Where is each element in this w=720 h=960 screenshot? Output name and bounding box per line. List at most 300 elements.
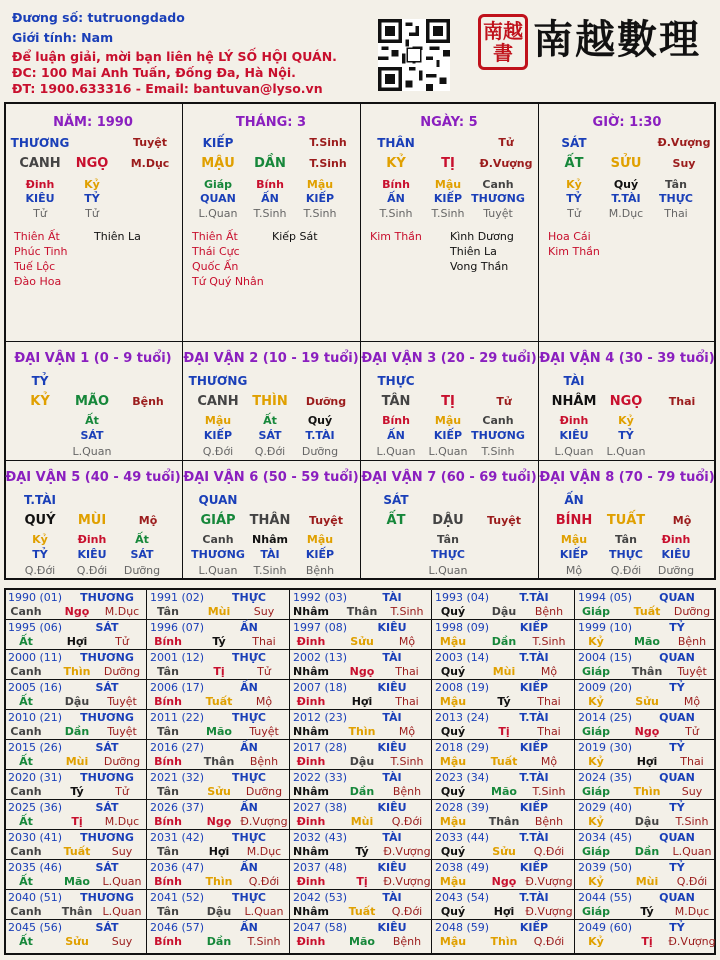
special-star: Thiên La [94, 230, 141, 243]
hidden-god: KIẾP [203, 429, 233, 442]
year-stem: Đinh [296, 695, 326, 708]
year-phase: L.Quan [102, 905, 142, 918]
special-star: Đào Hoa [14, 275, 62, 288]
year-phase: Đ.Vượng [383, 845, 431, 858]
earthly-branch: TUẤT [606, 513, 646, 528]
hidden-stem: Bính [382, 178, 410, 191]
year-cell [431, 889, 573, 919]
year-branch: Hợi [493, 905, 515, 918]
year-god: TỶ [669, 741, 685, 754]
year-god: TỶ [669, 861, 685, 874]
hidden-god: T.TÀI [305, 429, 335, 442]
year-phase: Q.Đới [533, 845, 565, 858]
year-god: KIẾP [519, 621, 549, 634]
seal-icon: 南越書 [478, 14, 528, 70]
year-god: QUAN [659, 891, 695, 904]
year-cell [431, 829, 573, 859]
year-stem: Giáp [581, 725, 611, 738]
year-phase: Bệnh [534, 815, 564, 828]
year-cell [146, 919, 288, 949]
year-phase: Mộ [398, 725, 416, 738]
year-phase: Dưỡng [245, 785, 283, 798]
hidden-phase: Dưỡng [301, 445, 339, 458]
year-branch: Tý [640, 905, 654, 918]
hidden-god: ẤN [261, 192, 279, 205]
year-branch: Dần [634, 845, 660, 858]
dai-van-title: ĐẠI VẬN 8 (70 - 79 tuổi) [539, 470, 715, 485]
year-phase: Thai [395, 695, 419, 708]
year-label: 1994 (05) [578, 591, 633, 604]
hidden-god: ẤN [387, 429, 405, 442]
pillar-2 [360, 104, 538, 340]
year-branch: Thân [346, 605, 378, 618]
stem-god: KIẾP [202, 136, 234, 150]
hidden-god: TỶ [32, 548, 48, 561]
year-branch: Dậu [349, 755, 375, 768]
year-cell [4, 769, 146, 799]
year-phase: Đ.Vượng [525, 875, 573, 888]
year-stem: Bính [154, 695, 182, 708]
year-branch: Tuất [63, 845, 91, 858]
year-label: 2010 (21) [8, 711, 63, 724]
hidden-god: QUAN [200, 192, 236, 205]
hidden-phase: T.Sinh [303, 207, 337, 220]
special-star: Thiên Ất [14, 230, 60, 243]
year-cell [431, 649, 573, 679]
year-stem: Kỷ [588, 695, 604, 708]
year-god: SÁT [95, 921, 119, 934]
year-stem: Ất [19, 635, 33, 648]
hidden-god: KIẾP [433, 429, 463, 442]
branch-phase: Bệnh [132, 395, 164, 408]
year-label: 2013 (24) [435, 711, 490, 724]
year-god: ẤN [240, 681, 258, 694]
year-stem: Canh [10, 665, 42, 678]
heavenly-stem: MẬU [201, 156, 235, 171]
year-phase: T.Sinh [390, 755, 424, 768]
year-label: 2035 (46) [8, 861, 63, 874]
year-stem: Mậu [439, 755, 467, 768]
earthly-branch: THÂN [249, 513, 291, 528]
hidden-god: KIẾP [559, 548, 589, 561]
pillar-title: GIỜ: 1:30 [592, 115, 662, 130]
hidden-phase: L.Quan [428, 445, 468, 458]
hidden-phase: T.Sinh [481, 445, 515, 458]
year-god: KIẾP [519, 861, 549, 874]
year-phase: T.Sinh [390, 605, 424, 618]
hidden-god: T.TÀI [611, 192, 641, 205]
qr-code-icon [378, 19, 450, 91]
year-cell [4, 649, 146, 679]
year-cell [146, 709, 288, 739]
year-stem: Giáp [581, 845, 611, 858]
year-label: 2008 (19) [435, 681, 490, 694]
year-branch: Ngọ [634, 725, 660, 738]
heavenly-stem: KỶ [386, 156, 406, 171]
year-label: 2039 (50) [578, 861, 633, 874]
branch-phase: Tuyệt [308, 514, 344, 527]
year-god: SÁT [95, 621, 119, 634]
year-cell [574, 769, 716, 799]
year-god: THƯƠNG [80, 711, 134, 724]
year-phase: Q.Đới [248, 875, 280, 888]
year-branch: Dần [491, 635, 517, 648]
hidden-god: KIÊU [77, 548, 107, 561]
hidden-god: KIẾP [305, 548, 335, 561]
year-stem: Kỷ [588, 875, 604, 888]
year-branch: Mão [349, 935, 375, 948]
year-cell [574, 889, 716, 919]
year-label: 2022 (33) [293, 771, 348, 784]
pillar-3 [538, 104, 716, 340]
hidden-god: THỰC [431, 548, 465, 561]
year-phase: M.Dục [104, 815, 140, 828]
hidden-god: THƯƠNG [191, 548, 245, 561]
year-stem: Mậu [439, 635, 467, 648]
year-label: 2018 (29) [435, 741, 490, 754]
year-label: 2006 (17) [150, 681, 205, 694]
earthly-branch: MÃO [74, 394, 110, 409]
year-stem: Tân [157, 785, 179, 798]
year-god: ẤN [240, 621, 258, 634]
year-phase: Q.Đới [391, 815, 423, 828]
year-label: 2016 (27) [150, 741, 205, 754]
year-branch: Hợi [636, 755, 658, 768]
heavenly-stem: CANH [197, 394, 239, 409]
year-cell [289, 769, 431, 799]
year-cell [574, 589, 716, 619]
hidden-phase: Q.Đới [202, 445, 234, 458]
dai-van-8 [538, 462, 716, 579]
year-branch: Mão [206, 725, 232, 738]
hidden-phase: L.Quan [554, 445, 594, 458]
pillar-title: NGÀY: 5 [420, 115, 478, 130]
year-label: 1993 (04) [435, 591, 490, 604]
year-cell [146, 889, 288, 919]
year-god: SÁT [95, 741, 119, 754]
year-stem: Tân [157, 725, 179, 738]
pillar-1 [182, 104, 360, 340]
branch-phase: Suy [672, 157, 696, 170]
year-branch: Mão [64, 875, 90, 888]
year-branch: Mùi [207, 605, 231, 618]
year-label: 2026 (37) [150, 801, 205, 814]
heavenly-stem: CANH [19, 156, 61, 171]
year-branch: Thân [631, 665, 663, 678]
year-label: 2048 (59) [435, 921, 490, 934]
year-label: 2023 (34) [435, 771, 490, 784]
year-branch: Tị [71, 815, 83, 828]
year-cell [289, 679, 431, 709]
hidden-stem: Quý [307, 414, 333, 427]
year-cell [431, 769, 573, 799]
year-phase: Tử [115, 785, 129, 798]
year-label: 2031 (42) [150, 831, 205, 844]
earthly-branch: MÙI [77, 513, 107, 528]
year-phase: Đ.Vượng [383, 875, 431, 888]
year-cell [431, 859, 573, 889]
year-stem: Đinh [296, 935, 326, 948]
year-phase: T.Sinh [247, 935, 281, 948]
year-branch: Tị [498, 725, 510, 738]
dai-van-title: ĐẠI VẬN 4 (30 - 39 tuổi) [539, 351, 715, 366]
year-stem: Nhâm [293, 905, 329, 918]
earthly-branch: THÌN [252, 394, 288, 409]
heavenly-stem: ẤT [564, 156, 584, 171]
stem-god: TỶ [31, 374, 49, 388]
hidden-phase: L.Quan [606, 445, 646, 458]
year-label: 1991 (02) [150, 591, 205, 604]
year-stem: Ất [19, 935, 33, 948]
stem-god: THÂN [377, 136, 415, 150]
hidden-phase: Q.Đới [24, 564, 56, 577]
hidden-god: SÁT [80, 429, 104, 442]
year-branch: Mão [634, 635, 660, 648]
year-god: KIẾP [519, 681, 549, 694]
pillar-title: THÁNG: 3 [235, 115, 307, 130]
year-stem: Tân [157, 845, 179, 858]
year-phase: Suy [253, 605, 275, 618]
hidden-stem: Bính [382, 414, 410, 427]
dai-van-4 [538, 343, 716, 460]
year-label: 2042 (53) [293, 891, 348, 904]
year-branch: Thân [61, 905, 93, 918]
year-stem: Nhâm [293, 665, 329, 678]
heavenly-stem: BÍNH [555, 513, 593, 528]
year-god: T.TÀI [519, 831, 549, 844]
year-stem: Mậu [439, 875, 467, 888]
hidden-stem: Ất [263, 414, 277, 427]
year-branch: Sửu [635, 695, 659, 708]
special-star: Thiên La [450, 245, 497, 258]
hidden-phase: Tuyệt [483, 207, 513, 220]
year-god: THƯƠNG [80, 891, 134, 904]
year-cell [289, 739, 431, 769]
year-label: 2004 (15) [578, 651, 633, 664]
branch-phase: Tử [496, 395, 512, 408]
stem-god: THỰC [377, 374, 415, 388]
year-phase: Q.Đới [676, 875, 708, 888]
year-label: 2002 (13) [293, 651, 348, 664]
year-cell [289, 619, 431, 649]
earthly-branch: DẬU [432, 513, 464, 528]
year-branch: Mão [491, 785, 517, 798]
year-god: TÀI [382, 771, 402, 784]
year-phase: Suy [111, 845, 133, 858]
pillar-title: NĂM: 1990 [53, 115, 133, 130]
hidden-stem: Bính [256, 178, 284, 191]
hidden-phase: M.Dục [608, 207, 644, 220]
year-cell [574, 709, 716, 739]
year-branch: Thân [203, 755, 235, 768]
logo: 南越數理 [533, 16, 701, 63]
year-god: THỰC [232, 651, 266, 664]
year-stem: Đinh [296, 875, 326, 888]
earthly-branch: SỬU [610, 156, 642, 171]
year-phase: Tuyệt [249, 725, 279, 738]
year-stem: Quý [440, 665, 466, 678]
year-stem: Ất [19, 695, 33, 708]
year-cell [289, 649, 431, 679]
branch-phase: Tuyệt [486, 514, 522, 527]
year-god: KIẾP [519, 801, 549, 814]
year-phase: Mộ [540, 755, 558, 768]
hidden-phase: T.Sinh [431, 207, 465, 220]
year-label: 1995 (06) [8, 621, 63, 634]
hidden-god: ẤN [387, 192, 405, 205]
year-branch: Tị [356, 875, 368, 888]
year-branch: Tý [497, 695, 511, 708]
hidden-phase: Tử [85, 207, 99, 220]
year-branch: Dần [206, 935, 232, 948]
year-label: 1998 (09) [435, 621, 490, 634]
year-god: KIÊU [377, 801, 407, 814]
dai-van-title: ĐẠI VẬN 3 (20 - 29 tuổi) [361, 351, 537, 366]
year-branch: Dậu [64, 695, 90, 708]
year-phase: Tuyệt [677, 665, 707, 678]
year-branch: Dần [349, 785, 375, 798]
year-branch: Thìn [348, 725, 376, 738]
special-star: Tứ Quý Nhân [192, 275, 264, 288]
year-label: 2000 (11) [8, 651, 63, 664]
hidden-stem: Đinh [559, 414, 589, 427]
year-phase: Thai [537, 695, 561, 708]
hidden-stem: Mậu [306, 533, 334, 546]
year-phase: Mộ [255, 695, 273, 708]
year-stem: Canh [10, 905, 42, 918]
hidden-god: SÁT [258, 429, 282, 442]
year-label: 2038 (49) [435, 861, 490, 874]
year-stem: Canh [10, 725, 42, 738]
year-cell [574, 619, 716, 649]
year-phase: Tử [115, 635, 129, 648]
year-stem: Đinh [296, 815, 326, 828]
stem-god: T.TÀI [24, 493, 56, 507]
year-phase: Dưỡng [103, 665, 141, 678]
dai-van-1 [4, 343, 182, 460]
year-god: T.TÀI [519, 891, 549, 904]
year-phase: Dưỡng [673, 605, 711, 618]
year-label: 2015 (26) [8, 741, 63, 754]
year-god: TÀI [382, 591, 402, 604]
year-cell [146, 739, 288, 769]
year-cell [289, 829, 431, 859]
year-god: TÀI [382, 891, 402, 904]
special-star: Kim Thần [548, 245, 600, 258]
dai-van-title: ĐẠI VẬN 5 (40 - 49 tuổi) [5, 470, 181, 485]
year-phase: Đ.Vượng [668, 935, 716, 948]
hidden-stem: Đinh [77, 533, 107, 546]
hidden-phase: Q.Đới [610, 564, 642, 577]
year-phase: M.Dục [104, 605, 140, 618]
special-star: Phúc Tinh [14, 245, 68, 258]
hidden-stem: Nhâm [252, 533, 288, 546]
year-branch: Dậu [206, 905, 232, 918]
hidden-god: KIÊU [559, 429, 589, 442]
year-cell [431, 679, 573, 709]
year-label: 2047 (58) [293, 921, 348, 934]
year-god: THỰC [232, 891, 266, 904]
year-phase: L.Quan [102, 875, 142, 888]
year-cell [431, 619, 573, 649]
year-stem: Nhâm [293, 605, 329, 618]
hidden-phase: Thai [664, 207, 688, 220]
header [0, 0, 720, 100]
year-phase: Bệnh [249, 755, 279, 768]
year-branch: Tuất [205, 695, 233, 708]
heavenly-stem: TÂN [381, 394, 411, 409]
year-god: QUAN [659, 831, 695, 844]
year-cell [146, 649, 288, 679]
branch-phase: Mộ [138, 514, 158, 527]
hidden-god: KIẾP [305, 192, 335, 205]
earthly-branch: TỊ [441, 394, 455, 409]
hidden-phase: Dưỡng [657, 564, 695, 577]
year-phase: L.Quan [244, 905, 284, 918]
year-phase: Tuyệt [107, 695, 137, 708]
year-branch: Thìn [633, 785, 661, 798]
year-branch: Tý [212, 635, 226, 648]
hidden-stem: Kỷ [566, 178, 582, 191]
year-cell [4, 919, 146, 949]
year-stem: Giáp [581, 785, 611, 798]
hidden-god: TỶ [566, 192, 582, 205]
year-god: T.TÀI [519, 651, 549, 664]
year-phase: Thai [537, 725, 561, 738]
address-line: ĐC: 100 Mai Anh Tuấn, Đống Đa, Hà Nội. [12, 65, 296, 80]
hidden-phase: Bệnh [305, 564, 335, 577]
dai-van-5 [4, 462, 182, 579]
hidden-god: KIÊU [661, 548, 691, 561]
year-phase: T.Sinh [532, 785, 566, 798]
dai-van-title: ĐẠI VẬN 2 (10 - 19 tuổi) [183, 351, 359, 366]
special-star: Kình Dương [450, 230, 514, 243]
year-stem: Mậu [439, 695, 467, 708]
year-cell [431, 709, 573, 739]
hidden-phase: Dưỡng [123, 564, 161, 577]
stem-god: SÁT [561, 136, 587, 150]
year-stem: Kỷ [588, 635, 604, 648]
year-god: THỰC [232, 831, 266, 844]
year-god: SÁT [95, 681, 119, 694]
hidden-god: TỶ [84, 192, 100, 205]
year-label: 2034 (45) [578, 831, 633, 844]
stem-god: TÀI [563, 374, 585, 388]
year-label: 2030 (41) [8, 831, 63, 844]
year-cell [146, 679, 288, 709]
year-god: ẤN [240, 921, 258, 934]
year-god: ẤN [240, 801, 258, 814]
year-cell [289, 589, 431, 619]
hidden-god: THƯƠNG [471, 192, 525, 205]
year-phase: Suy [681, 785, 703, 798]
year-cell [146, 859, 288, 889]
year-branch: Hợi [208, 845, 230, 858]
hidden-phase: L.Quan [428, 564, 468, 577]
branch-phase: Mộ [672, 514, 692, 527]
heavenly-stem: NHÂM [551, 394, 597, 409]
branch-phase: Đ.Vượng [479, 157, 533, 170]
year-label: 2028 (39) [435, 801, 490, 814]
hidden-god: THƯƠNG [471, 429, 525, 442]
year-god: T.TÀI [519, 771, 549, 784]
year-god: TỶ [669, 921, 685, 934]
year-branch: Ngọ [206, 815, 232, 828]
hidden-stem: Mậu [434, 414, 462, 427]
year-label: 2040 (51) [8, 891, 63, 904]
year-label: 2044 (55) [578, 891, 633, 904]
year-god: TỶ [669, 681, 685, 694]
